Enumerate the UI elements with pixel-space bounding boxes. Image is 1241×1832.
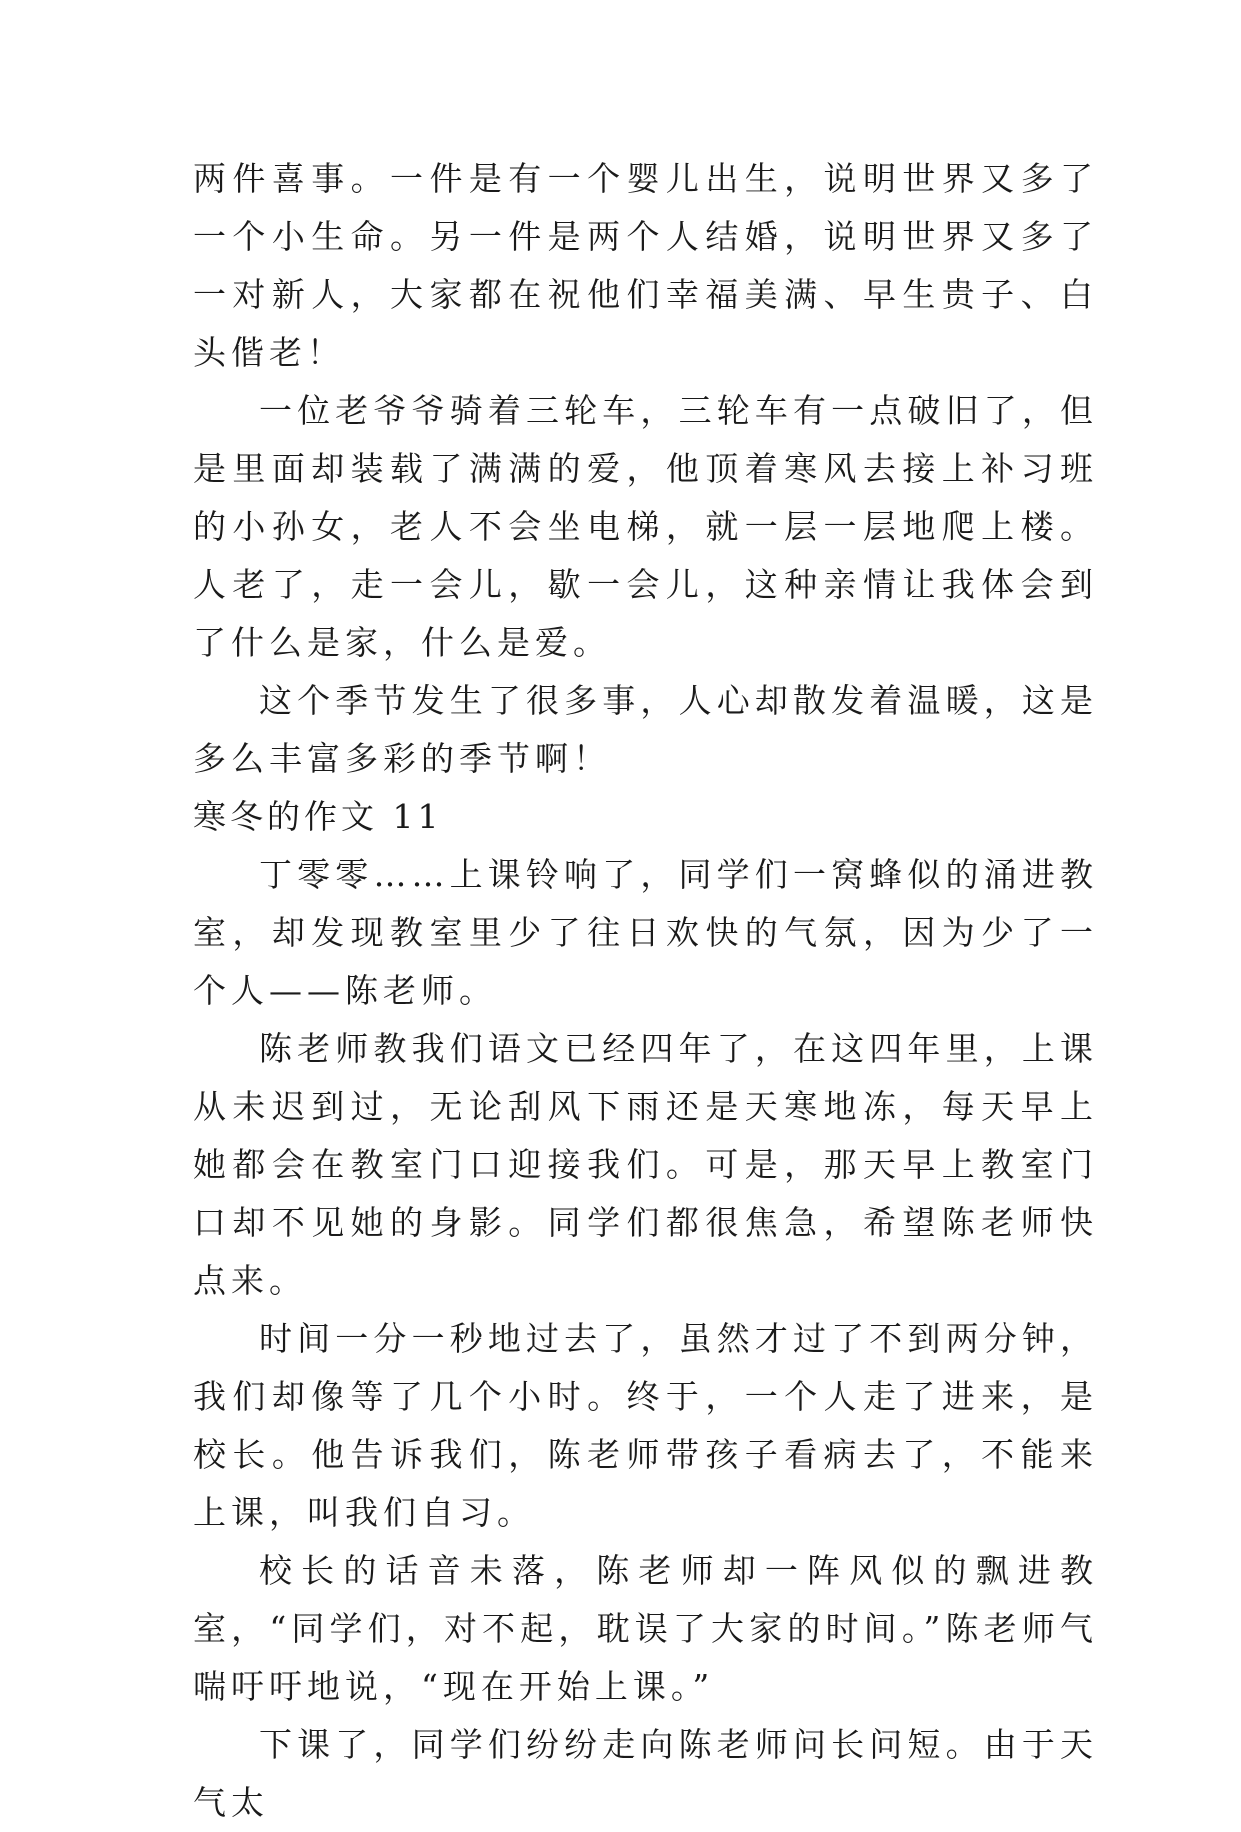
paragraph-teacher-chen: 陈老师教我们语文已经四年了，在这四年里，上课从未迟到过，无论刮风下雨还是天寒地冻，每天早上她都会在教室门口迎接我们。可是，那天早上教室门口却不见她的身影。同学们都很焦急，希望陈老师快点来。 [193,1029,1098,1300]
paragraph-season-warmth: 这个季节发生了很多事，人心却散发着温暖，这是多么丰富多彩的季节啊！ [193,681,1098,778]
paragraph-after-class: 下课了，同学们纷纷走向陈老师问长问短。由于天气太 [193,1725,1098,1822]
document-body [193,150,1098,1832]
paragraph-bell-rings: 丁零零……上课铃响了，同学们一窝蜂似的涌进教室，却发现教室里少了往日欢快的气氛，因为少了一个人——陈老师。 [193,855,1098,1010]
paragraph-wedding-baby: 两件喜事。一件是有一个婴儿出生，说明世界又多了一个小生命。另一件是两个人结婚，说明世界又多了一对新人，大家都在祝他们幸福美满、早生贵子、白头偕老！ [193,159,1098,372]
paragraph-principal: 时间一分一秒地过去了，虽然才过了不到两分钟，我们却像等了几个小时。终于，一个人走了进来，是校长。他告诉我们，陈老师带孩子看病去了，不能来上课，叫我们自习。 [193,1319,1098,1532]
paragraph-grandpa-tricycle: 一位老爷爷骑着三轮车，三轮车有一点破旧了，但是里面却装载了满满的爱，他顶着寒风去接上补习班的小孙女，老人不会坐电梯，就一层一层地爬上楼。人老了，走一会儿，歇一会儿，这种亲情让我体会到了什么是家，什么是爱。 [193,391,1098,662]
paragraph-teacher-arrives: 校长的话音未落，陈老师却一阵风似的飘进教室，“同学们，对不起，耽误了大家的时间。”陈老师气喘吁吁地说，“现在开始上课。” [193,1551,1098,1706]
essay-heading: 寒冬的作文 11 [193,797,443,836]
